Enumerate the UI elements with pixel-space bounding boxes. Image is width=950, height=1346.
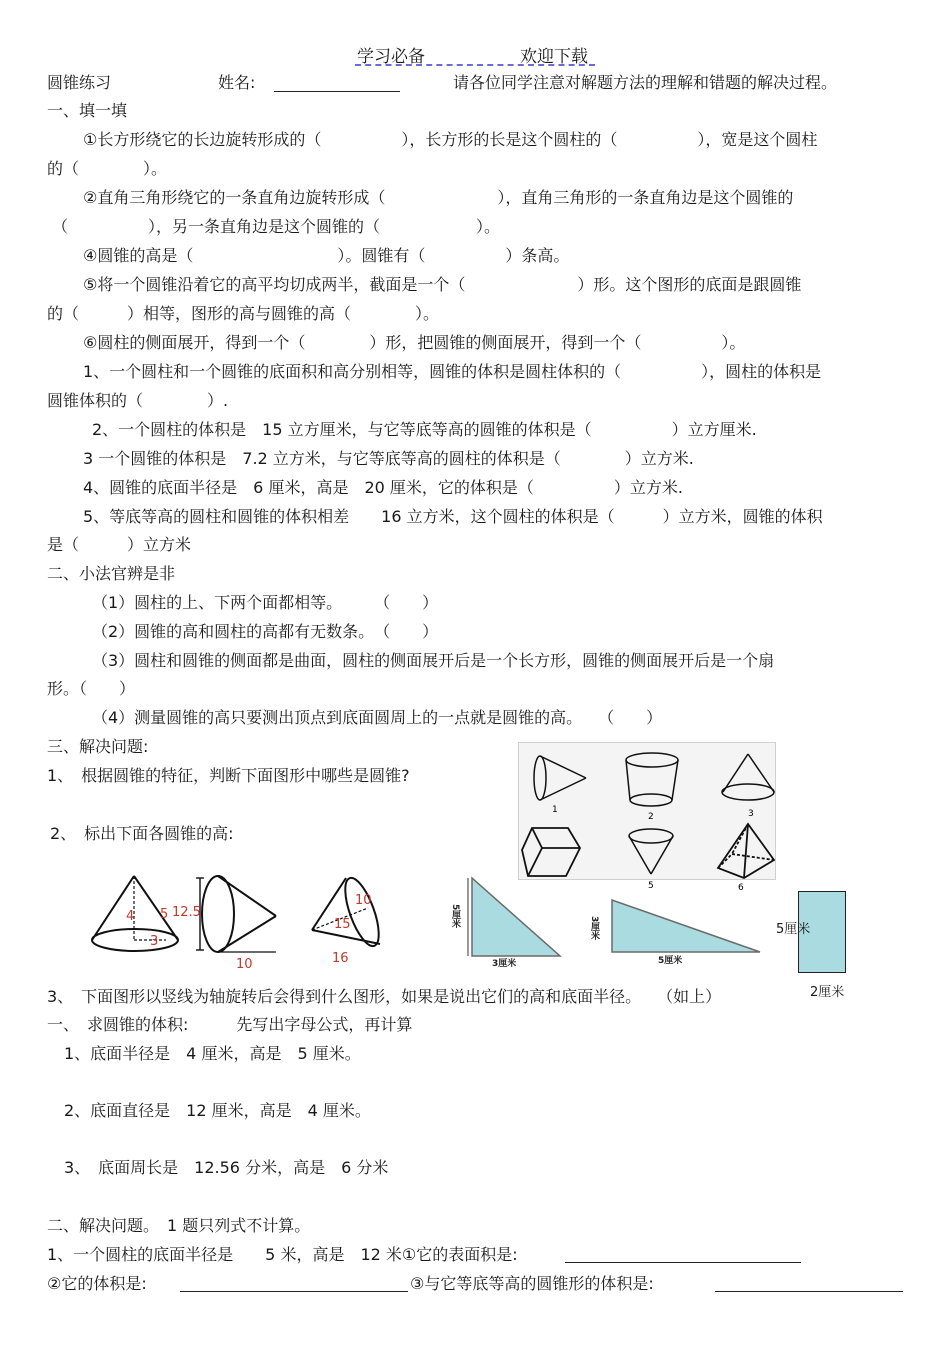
rect-height-label: 5厘米 xyxy=(776,922,811,937)
judge-3: （3）圆柱和圆锥的侧面都是曲面，圆柱的侧面展开后是一个长方形，圆锥的侧面展开后是一个扇 xyxy=(92,651,775,670)
solve-q1-cone-label: ③与它等底等高的圆锥形的体积是: xyxy=(410,1274,654,1293)
s1-line2b: （ ），另一条直角边是这个圆锥的（ ）。 xyxy=(52,217,501,236)
name-label: 姓名: xyxy=(218,73,256,92)
s1-line4: ④圆锥的高是（ ）。圆锥有（ ）条高。 xyxy=(83,246,570,265)
volume-q2: 2、底面直径是 12 厘米，高是 4 厘米。 xyxy=(64,1101,371,1120)
s1-line5b: 的（ ）相等，图形的高与圆锥的高（ ）。 xyxy=(47,304,440,323)
volume-q1: 1、底面半径是 4 厘米，高是 5 厘米。 xyxy=(64,1044,361,1063)
section3-heading: 三、解决问题: xyxy=(47,737,149,756)
judge-4: （4）测量圆锥的高只要测出顶点到底面圆周上的一点就是圆锥的高。 （ ） xyxy=(92,708,663,727)
s1-q2: 2、一个圆柱的体积是 15 立方厘米，与它等底等高的圆锥的体积是（ ）立方厘米. xyxy=(92,420,757,439)
s1-q5: 5、等底等高的圆柱和圆锥的体积相差 16 立方米，这个圆柱的体积是（ ）立方米，圆锥的体积 xyxy=(83,507,823,526)
shape-number-2: 2 xyxy=(648,812,654,822)
tri2-base-label: 5厘米 xyxy=(658,956,683,966)
section2-heading: 二、小法官辨是非 xyxy=(47,564,176,583)
cones-figure xyxy=(88,868,398,972)
shape-number-1: 1 xyxy=(552,805,558,815)
cone-b xyxy=(196,876,276,952)
s1-q5b: 是（ ）立方米 xyxy=(47,535,192,554)
rect-width-label: 2厘米 xyxy=(810,985,845,1000)
cone-c xyxy=(312,874,386,950)
shape-number-5: 5 xyxy=(648,881,654,891)
tri1-side-label: 5厘米 xyxy=(450,904,460,929)
cone-c-label-a: 10 xyxy=(355,893,372,908)
problem-1: 1、 根据圆锥的特征，判断下面图形中哪些是圆锥? xyxy=(47,766,410,785)
notice-text: 请各位同学注意对解题方法的理解和错题的解决过程。 xyxy=(453,73,838,92)
s1-q1: 1、一个圆柱和一个圆锥的底面积和高分别相等，圆锥的体积是圆柱体积的（ ），圆柱的体积是 xyxy=(83,362,822,381)
solve-q1: 1、一个圆柱的底面半径是 5 米，高是 12 米①它的表面积是: xyxy=(47,1245,518,1264)
cone-b-width: 10 xyxy=(236,957,253,972)
header-divider xyxy=(355,64,595,66)
problem-2: 2、 标出下面各圆锥的高: xyxy=(50,824,234,843)
cone-a-radius: 3 xyxy=(150,934,159,949)
cone-b-height: 12.5 xyxy=(172,905,201,920)
tri2-side-label: 3厘米 xyxy=(589,916,599,941)
header-left: 学习必备 xyxy=(357,47,425,67)
section4-heading: 一、 求圆锥的体积: 先写出字母公式，再计算 xyxy=(47,1015,413,1034)
volume-q3: 3、 底面周长是 12.56 分米，高是 6 分米 xyxy=(64,1158,389,1177)
s1-line5: ⑤将一个圆锥沿着它的高平均切成两半，截面是一个（ ）形。这个图形的底面是跟圆锥 xyxy=(83,275,802,294)
cone-c-label-c: 16 xyxy=(332,951,349,966)
shape-number-6: 6 xyxy=(738,883,744,893)
shape-number-3: 3 xyxy=(748,809,754,819)
triangle-2-figure xyxy=(588,896,766,968)
header-right: 欢迎下载 xyxy=(520,47,588,67)
triangle-1-figure xyxy=(452,874,572,968)
surface-area-blank[interactable] xyxy=(565,1262,801,1263)
cone-a-height: 4 xyxy=(126,909,135,924)
name-blank[interactable] xyxy=(274,91,400,92)
judge-3b: 形。（ ） xyxy=(47,679,136,698)
section1-heading: 一、填一填 xyxy=(47,101,128,120)
section5-heading: 二、解决问题。 1 题只列式不计算。 xyxy=(47,1216,311,1235)
volume-blank[interactable] xyxy=(180,1291,408,1292)
worksheet-title: 圆锥练习 xyxy=(47,73,112,92)
s1-line1b: 的（ ）。 xyxy=(47,159,168,178)
problem-3: 3、 下面图形以竖线为轴旋转后会得到什么图形，如果是说出它们的高和底面半径。 （如上） xyxy=(47,987,722,1006)
judge-1: （1）圆柱的上、下两个面都相等。 （ ） xyxy=(92,593,439,612)
judge-2: （2）圆锥的高和圆柱的高都有无数条。 （ ） xyxy=(92,622,439,641)
solve-q1-volume-label: ②它的体积是: xyxy=(47,1274,147,1293)
s1-line6: ⑥圆柱的侧面展开，得到一个（ ）形，把圆锥的侧面展开，得到一个（ ）。 xyxy=(83,333,746,352)
cone-a-slant: 5 xyxy=(160,907,169,922)
shapes-panel xyxy=(518,742,776,893)
s1-q1b: 圆锥体积的（ ）. xyxy=(47,391,229,410)
s1-line1: ①长方形绕它的长边旋转形成的（ ），长方形的长是这个圆柱的（ ），宽是这个圆柱 xyxy=(83,130,818,149)
s1-q4: 4、圆锥的底面半径是 6 厘米，高是 20 厘米，它的体积是（ ）立方米. xyxy=(83,478,683,497)
cone-c-label-b: 15 xyxy=(334,917,351,932)
s1-line2: ②直角三角形绕它的一条直角边旋转形成（ ），直角三角形的一条直角边是这个圆锥的 xyxy=(83,188,794,207)
tri1-base-label: 3厘米 xyxy=(492,959,517,969)
s1-q3: 3 一个圆锥的体积是 7.2 立方米，与它等底等高的圆柱的体积是（ ）立方米. xyxy=(83,449,694,468)
cone-volume-blank[interactable] xyxy=(715,1291,903,1292)
